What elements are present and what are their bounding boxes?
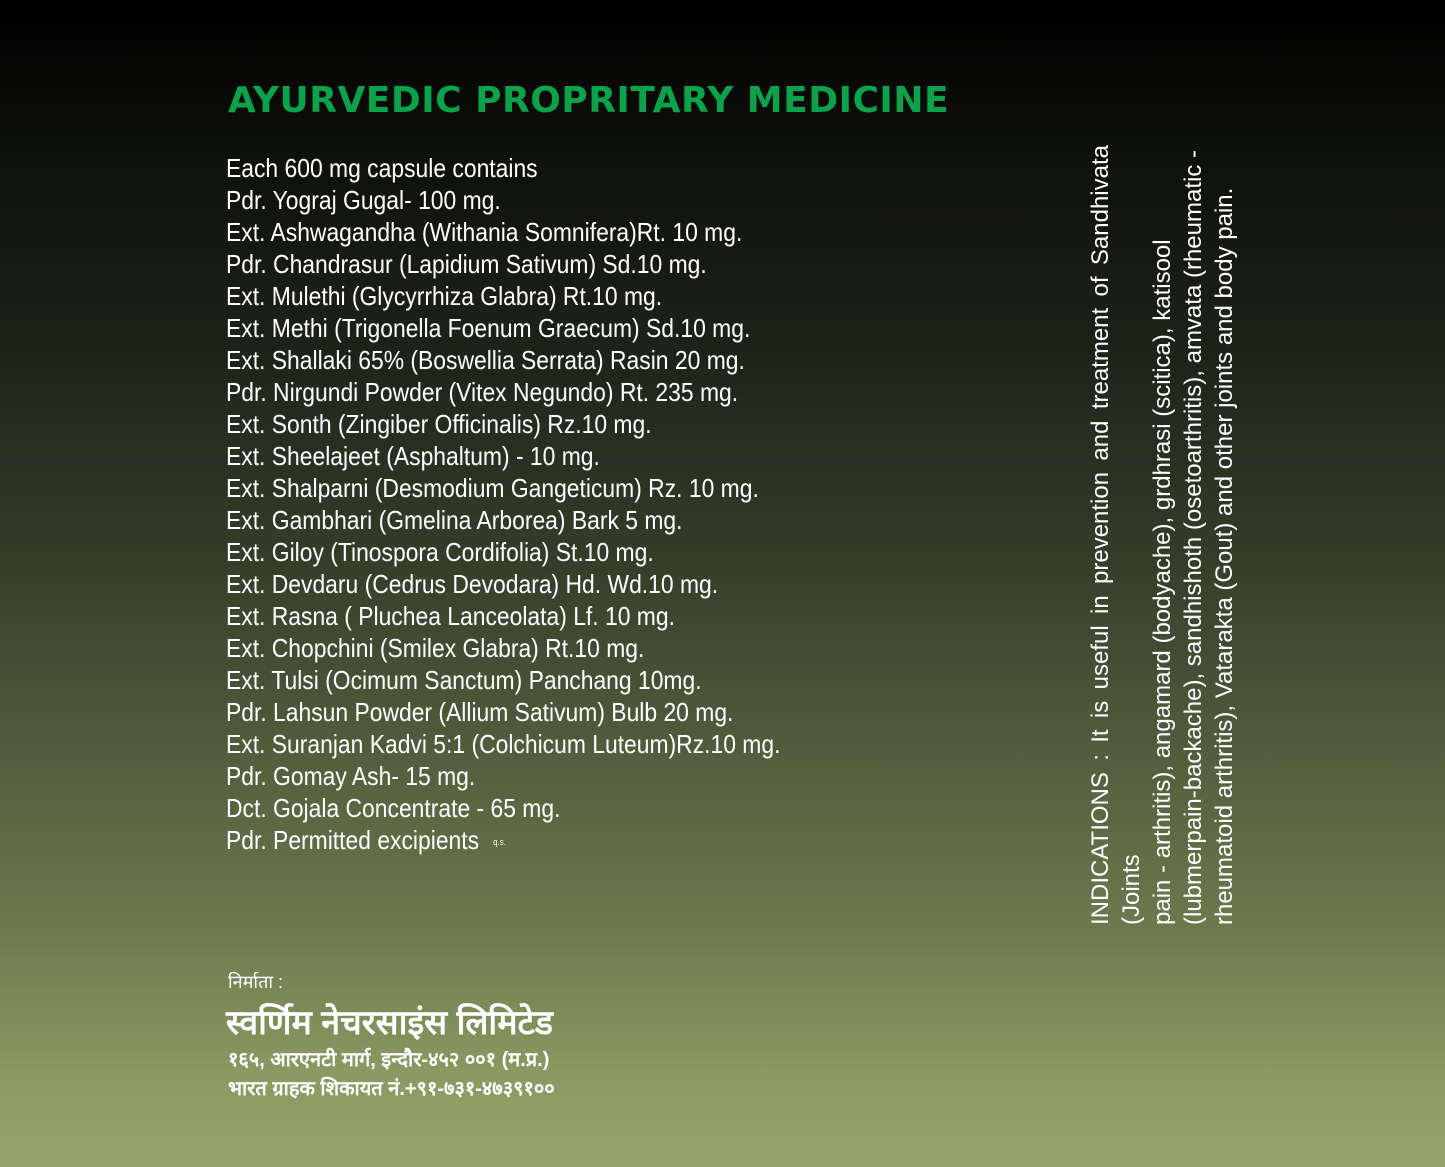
ingredient-item-excipients — [226, 824, 780, 856]
ingredient-item: Ext. Tulsi (Ocimum Sanctum) Panchang 10mg. — [226, 665, 702, 695]
ingredient-item: Ext. Devdaru (Cedrus Devodara) Hd. Wd.10 mg. — [226, 569, 719, 599]
ingredient-item: Ext. Shallaki 65% (Boswellia Serrata) Rasin 20 mg. — [226, 345, 745, 375]
composition-intro: Each 600 mg capsule contains — [226, 153, 538, 183]
excipients-label: Pdr. Permitted excipients — [226, 825, 480, 855]
ingredient-item: Pdr. Chandrasur (Lapidium Sativum) Sd.10 mg. — [226, 249, 707, 279]
ingredient-item: Ext. Ashwagandha (Withania Somnifera)Rt. 10 mg. — [226, 217, 743, 247]
ingredient-item: Ext. Rasna ( Pluchea Lanceolata) Lf. 10 mg. — [226, 601, 675, 631]
ingredient-item: Pdr. Lahsun Powder (Allium Sativum) Bulb 20 mg. — [226, 697, 734, 727]
ingredient-item: Dct. Gojala Concentrate - 65 mg. — [226, 793, 561, 823]
excipients-qty: q.s. — [493, 837, 506, 848]
ingredient-item: Pdr. Gomay Ash- 15 mg. — [226, 761, 476, 791]
manufacturer-name: स्वर्णिम नेचरसाइंस लिमिटेड — [226, 1004, 553, 1042]
ingredient-item: Ext. Sheelajeet (Asphaltum) - 10 mg. — [226, 441, 600, 471]
ingredient-item: Ext. Gambhari (Gmelina Arborea) Bark 5 mg. — [226, 505, 683, 535]
ingredient-item: Ext. Shalparni (Desmodium Gangeticum) Rz. 10 mg. — [226, 473, 759, 503]
indications-line: rheumatoid arthritis), Vatarakta (Gout) and other joints and body pain. — [1211, 187, 1238, 925]
ingredient-item: Ext. Giloy (Tinospora Cordifolia) St.10 mg. — [226, 537, 654, 567]
ingredient-item: Ext. Suranjan Kadvi 5:1 (Colchicum Luteum)Rz.10 mg. — [226, 729, 781, 759]
indications-text — [1085, 145, 1240, 925]
ingredient-item: Ext. Mulethi (Glycyrrhiza Glabra) Rt.10 mg. — [226, 281, 663, 311]
indications-line: INDICATIONS : It is useful in prevention and treatment of Sandhivata (Joints — [1087, 145, 1145, 925]
ingredient-item: Ext. Sonth (Zingiber Officinalis) Rz.10 mg. — [226, 409, 652, 439]
composition-list — [226, 152, 856, 856]
ingredient-item: Pdr. Yograj Gugal- 100 mg. — [226, 185, 501, 215]
ingredient-item: Pdr. Nirgundi Powder (Vitex Negundo) Rt. 235 mg. — [226, 377, 739, 407]
indications-line: (lubmerpain-backache), sandhishoth (osetoarthritis), amvata (rheumatic - — [1180, 150, 1207, 925]
ingredient-item: Ext. Chopchini (Smilex Glabra) Rt.10 mg. — [226, 633, 645, 663]
manufacturer-label: निर्माता : — [228, 972, 284, 992]
indications-line: pain - arthritis), angamard (bodyache), grdhrasi (scitica), katisool — [1149, 239, 1176, 925]
ingredient-item: Ext. Methi (Trigonella Foenum Graecum) Sd.10 mg. — [226, 313, 751, 343]
manufacturer-address: १६५, आरएनटी मार्ग, इन्दौर-४५२ ००१ (म.प्र.) — [228, 1049, 550, 1071]
product-category-title: AYURVEDIC PROPRITARY MEDICINE — [228, 80, 950, 121]
customer-care-phone: भारत ग्राहक शिकायत नं.+९१-७३१-४७३९१०० — [228, 1078, 555, 1100]
